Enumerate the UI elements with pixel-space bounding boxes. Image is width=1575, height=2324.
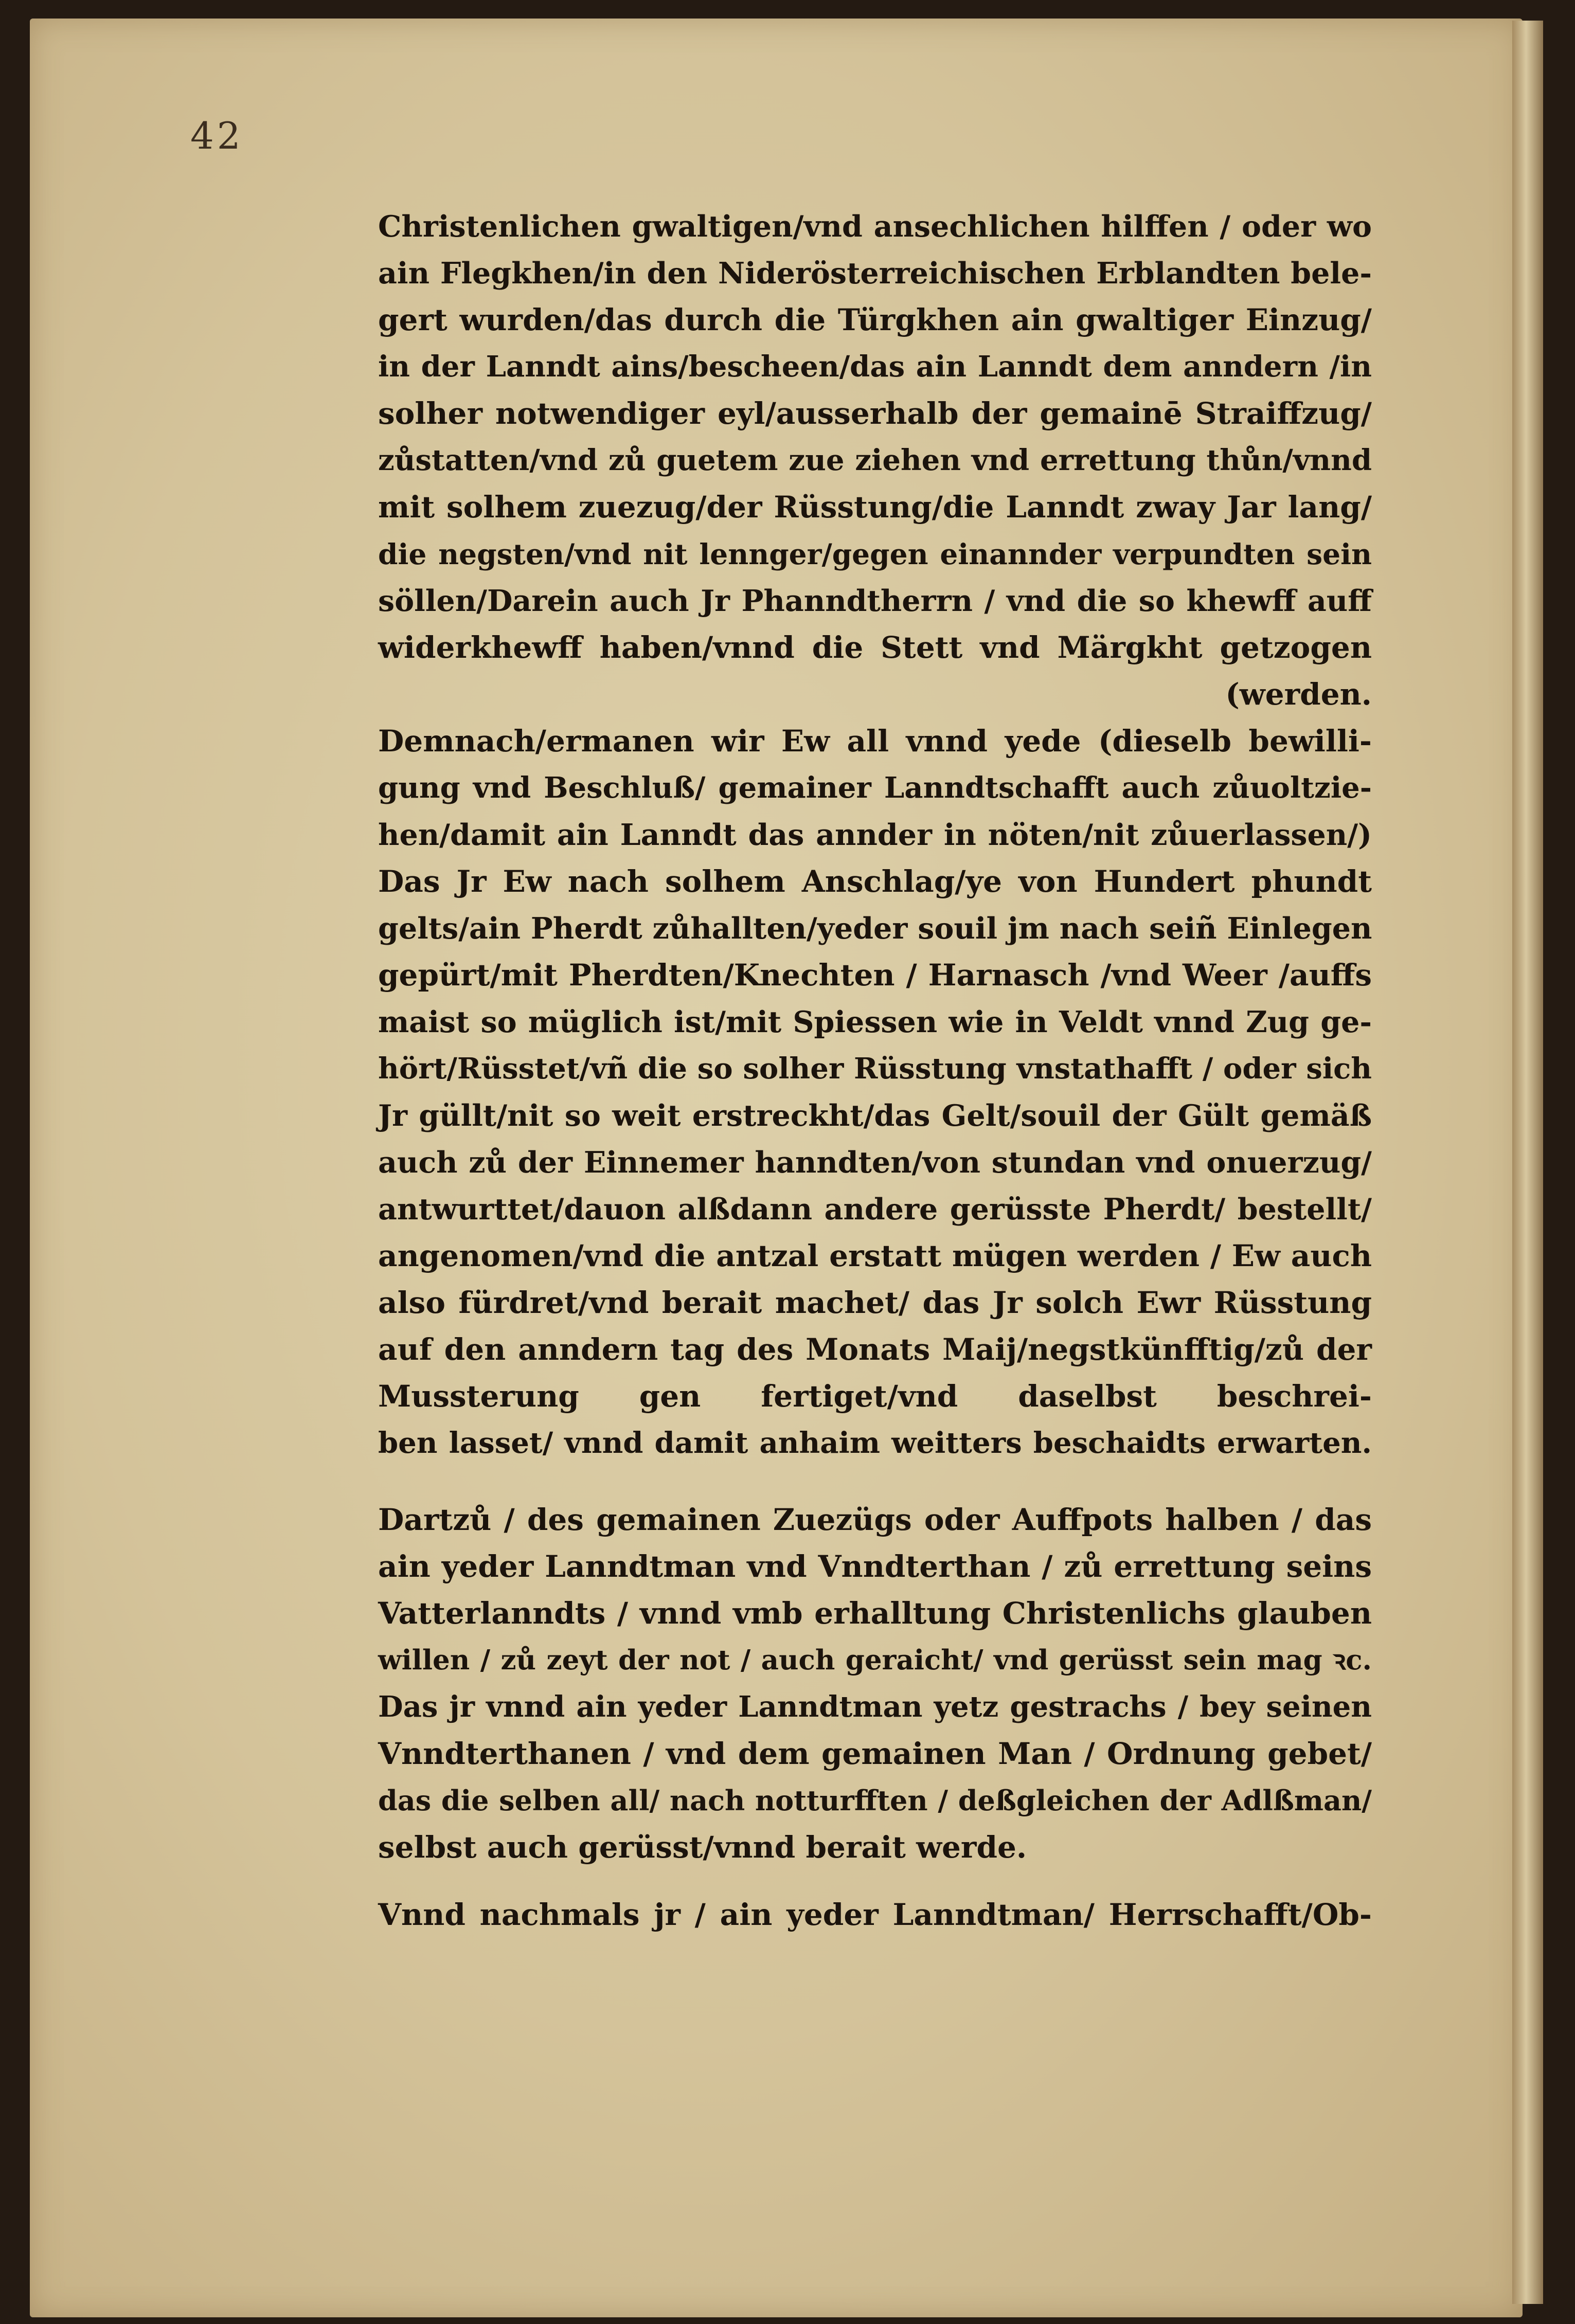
text-line-turnover: (werden. bbox=[1225, 677, 1372, 712]
text-line: Das jr vnnd ain yeder Lanndtman yetz gestrachs / bey seinen bbox=[378, 1690, 1372, 1724]
text-line: Dartzů / des gemainen Zuezügs oder Auffpots halben / das bbox=[378, 1502, 1372, 1537]
text-line: ain yeder Lanndtman vnd Vnndterthan / zů errettung seins bbox=[378, 1549, 1372, 1584]
text-line: ben lasset/ vnnd damit anhaim weitters beschaidts erwarten. bbox=[378, 1426, 1372, 1460]
text-line: gert wurden/das durch die Türgkhen ain gwaltiger Einzug/ bbox=[378, 302, 1372, 337]
text-line: also fürdret/vnd berait machet/ das Jr solch Ewr Rüsstung bbox=[378, 1285, 1372, 1320]
text-line: auch zů der Einnemer hanndten/von stundan vnd onuerzug/ bbox=[378, 1145, 1372, 1180]
text-line: Vnnd nachmals jr / ain yeder Lanndtman/ Herrschafft/Ob- bbox=[378, 1897, 1372, 1932]
page-gutter bbox=[1512, 21, 1543, 2304]
text-line: Vatterlanndts / vnnd vmb erhalltung Christenlichs glauben bbox=[378, 1596, 1372, 1631]
text-line: in der Lanndt ains/bescheen/das ain Lanndt dem anndern /in bbox=[378, 350, 1372, 384]
text-line: willen / zů zeyt der not / auch geraicht/ vnd gerüsst sein mag ꝛc. bbox=[378, 1644, 1372, 1676]
text-line: Mussterung gen fertiget/vnd daselbst beschrei- bbox=[378, 1379, 1372, 1414]
text-line: gepürt/mit Pherdten/Knechten / Harnasch /vnd Weer /auffs bbox=[378, 958, 1372, 993]
text-line: das die selben all/ nach notturfften / deßgleichen der Adlßman/ bbox=[378, 1784, 1372, 1817]
paragraph-2 bbox=[378, 718, 1372, 1467]
text-line: Das Jr Ew nach solhem Anschlag/ye von Hundert phundt bbox=[378, 864, 1372, 899]
text-line: hört/Rüsstet/vñ die so solher Rüsstung vnstathafft / oder sich bbox=[378, 1052, 1372, 1086]
text-line: angenomen/vnd die antzal erstatt mügen werden / Ew auch bbox=[378, 1238, 1372, 1273]
text-line: ain Flegkhen/in den Niderösterreichischen Erblandten bele- bbox=[378, 256, 1372, 291]
text-block bbox=[378, 203, 1372, 1938]
text-line: antwurttet/dauon alßdann andere gerüsste Pherdt/ bestellt/ bbox=[378, 1192, 1372, 1227]
paragraph-gap bbox=[378, 1871, 1372, 1891]
text-line: Jr güllt/nit so weit erstreckht/das Gelt/souil der Gült gemäß bbox=[378, 1098, 1372, 1133]
text-line: zůstatten/vnd zů guetem zue ziehen vnd errettung thůn/vnnd bbox=[378, 443, 1372, 477]
folio-number: 42 bbox=[190, 114, 244, 157]
paragraph-4 bbox=[378, 1891, 1372, 1938]
text-line: Christenlichen gwaltigen/vnd ansechlichen hilffen / oder wo bbox=[378, 209, 1372, 244]
text-line: gelts/ain Pherdt zůhallten/yeder souil jm nach seiñ Einlegen bbox=[378, 911, 1372, 946]
text-line: Vnndterthanen / vnd dem gemainen Man / Ordnung gebet/ bbox=[378, 1736, 1372, 1771]
text-line: Demnach/ermanen wir Ew all vnnd yede (dieselb bewilli- bbox=[378, 724, 1372, 759]
text-line: solher notwendiger eyl/ausserhalb der gemainē Straiffzug/ bbox=[378, 396, 1372, 431]
paragraph-3 bbox=[378, 1497, 1372, 1871]
text-line: selbst auch gerüsst/vnnd berait werde. bbox=[378, 1830, 1027, 1865]
text-line: maist so müglich ist/mit Spiessen wie in Veldt vnnd Zug ge- bbox=[378, 1005, 1372, 1039]
text-line: auf den anndern tag des Monats Maij/negstkünfftig/zů der bbox=[378, 1332, 1372, 1367]
text-line: mit solhem zuezug/der Rüsstung/die Lanndt zway Jar lang/ bbox=[378, 490, 1372, 525]
text-line: söllen/Darein auch Jr Phanndtherrn / vnd die so khewff auff bbox=[378, 584, 1372, 618]
paragraph-gap bbox=[378, 1467, 1372, 1497]
text-line: gung vnd Beschluß/ gemainer Lanndtschafft auch zůuoltzie- bbox=[378, 771, 1372, 805]
text-line: widerkhewff haben/vnnd die Stett vnd Märgkht getzogen bbox=[378, 630, 1372, 665]
text-line: die negsten/vnd nit lennger/gegen einannder verpundten sein bbox=[378, 537, 1372, 571]
paragraph-1 bbox=[378, 203, 1372, 718]
text-line: hen/damit ain Lanndt das annder in nöten/nit zůuerlassen/) bbox=[378, 818, 1372, 852]
